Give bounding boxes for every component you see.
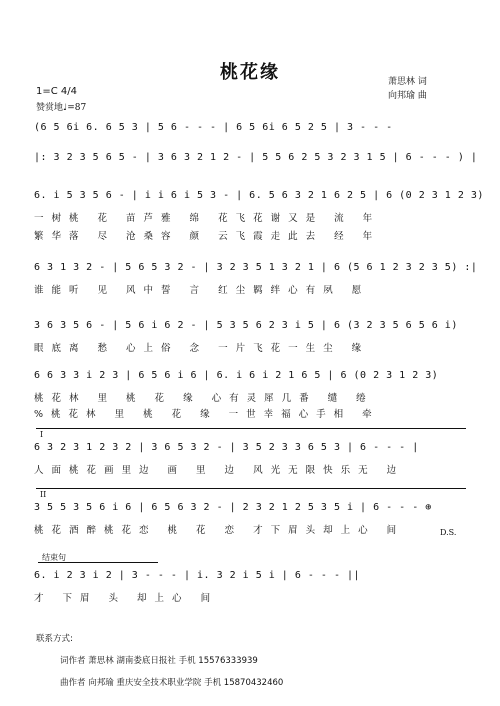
volta-1-label: I bbox=[40, 430, 44, 439]
ds-marker: D.S. bbox=[440, 528, 457, 537]
lyric-row-7: 人面桃花画里边 画 里 边 风光无限快乐无 边 bbox=[34, 465, 405, 476]
score-row-4: 6 3 1 3 2 - | 5 6 5 3 2 - | 3 2 3 5 1 3 2 1 | 6 (5 6 1 2 3 2 3 5) :| bbox=[34, 262, 478, 273]
lyric-row-6a: 桃花林 里 桃 花 缘 心有灵犀几番 缱 绻 bbox=[34, 393, 374, 404]
volta-2-label: II bbox=[40, 490, 47, 499]
contact-lyricist: 词作者 萧思林 湖南娄底日报社 手机 15576333939 bbox=[60, 656, 258, 666]
score-row-9: 6. i 2 3 i 2 | 3 - - - | i. 3 2 i 5 i | 6 - - - || bbox=[34, 570, 361, 581]
score-row-8: 3 5 5 3 5 6 i 6 | 6 5 6 3 2 - | 2 3 2 1 2 5 3 5 i | 6 - - - ⊕ bbox=[34, 502, 432, 513]
lyricist-credit: 萧思林 词 bbox=[388, 77, 427, 87]
score-row-2: |: 3 2 3 5 6 5 - | 3 6 3 2 1 2 - | 5 5 6 2 5 3 2 3 1 5 | 6 - - - ) | bbox=[34, 152, 478, 163]
lyric-row-8: 桃花酒醉桃花恋 桃 花 恋 才下眉头却上心 间 bbox=[34, 525, 405, 536]
composer-credit: 向邦瑜 曲 bbox=[388, 91, 427, 101]
contact-heading: 联系方式: bbox=[36, 634, 73, 644]
lyric-row-5: 眼底离 愁 心上俗 念 一片飞花一生尘 缘 bbox=[34, 343, 370, 354]
lyric-row-6b: %桃花林 里 桃 花 缘 一世幸福心手相 牵 bbox=[34, 409, 380, 420]
key-signature: 1=C 4/4 bbox=[36, 86, 77, 97]
score-row-7: 6 3 2 3 1 2 3 2 | 3 6 5 3 2 - | 3 5 2 3 3 6 5 3 | 6 - - - | bbox=[34, 442, 419, 453]
score-row-6: 6 6 3 3 i 2 3 | 6 5 6 i 6 | 6. i 6 i 2 1 6 5 | 6 (0 2 3 1 2 3) bbox=[34, 370, 439, 381]
lyric-row-9: 才 下眉 头 却上心 间 bbox=[34, 593, 219, 604]
lyric-row-3b: 繁华落 尽 沧桑容 颜 云飞霞走此去 经 年 bbox=[34, 231, 381, 242]
contact-composer: 曲作者 向邦瑜 重庆安全技术职业学院 手机 15870432460 bbox=[60, 678, 284, 688]
lyric-row-4: 谁能听 见 风中誓 言 红尘羁绊心有夙 愿 bbox=[34, 285, 370, 296]
ending-label: 结束句 bbox=[42, 553, 66, 562]
page-title: 桃花缘 bbox=[220, 62, 280, 83]
tempo-marking: 赞赏地♩=87 bbox=[36, 103, 87, 113]
lyric-row-3a: 一树桃 花 苗芦雅 绵 花飞花谢又是 流 年 bbox=[34, 213, 381, 224]
score-row-5: 3 6 3 5 6 - | 5 6 i 6 2 - | 5 3 5 6 2 3 i 5 | 6 (3 2 3 5 6 5 6 i) bbox=[34, 320, 458, 331]
score-row-3: 6. i 5 3 5 6 - | i i 6 i 5 3 - | 6. 5 6 3 2 1 6 2 5 | 6 (0 2 3 1 2 3) bbox=[34, 190, 484, 201]
score-row-1: (6 5 6i 6. 6 5 3 | 5 6 - - - | 6 5 6i 6 5 2 5 | 3 - - - bbox=[34, 122, 393, 133]
